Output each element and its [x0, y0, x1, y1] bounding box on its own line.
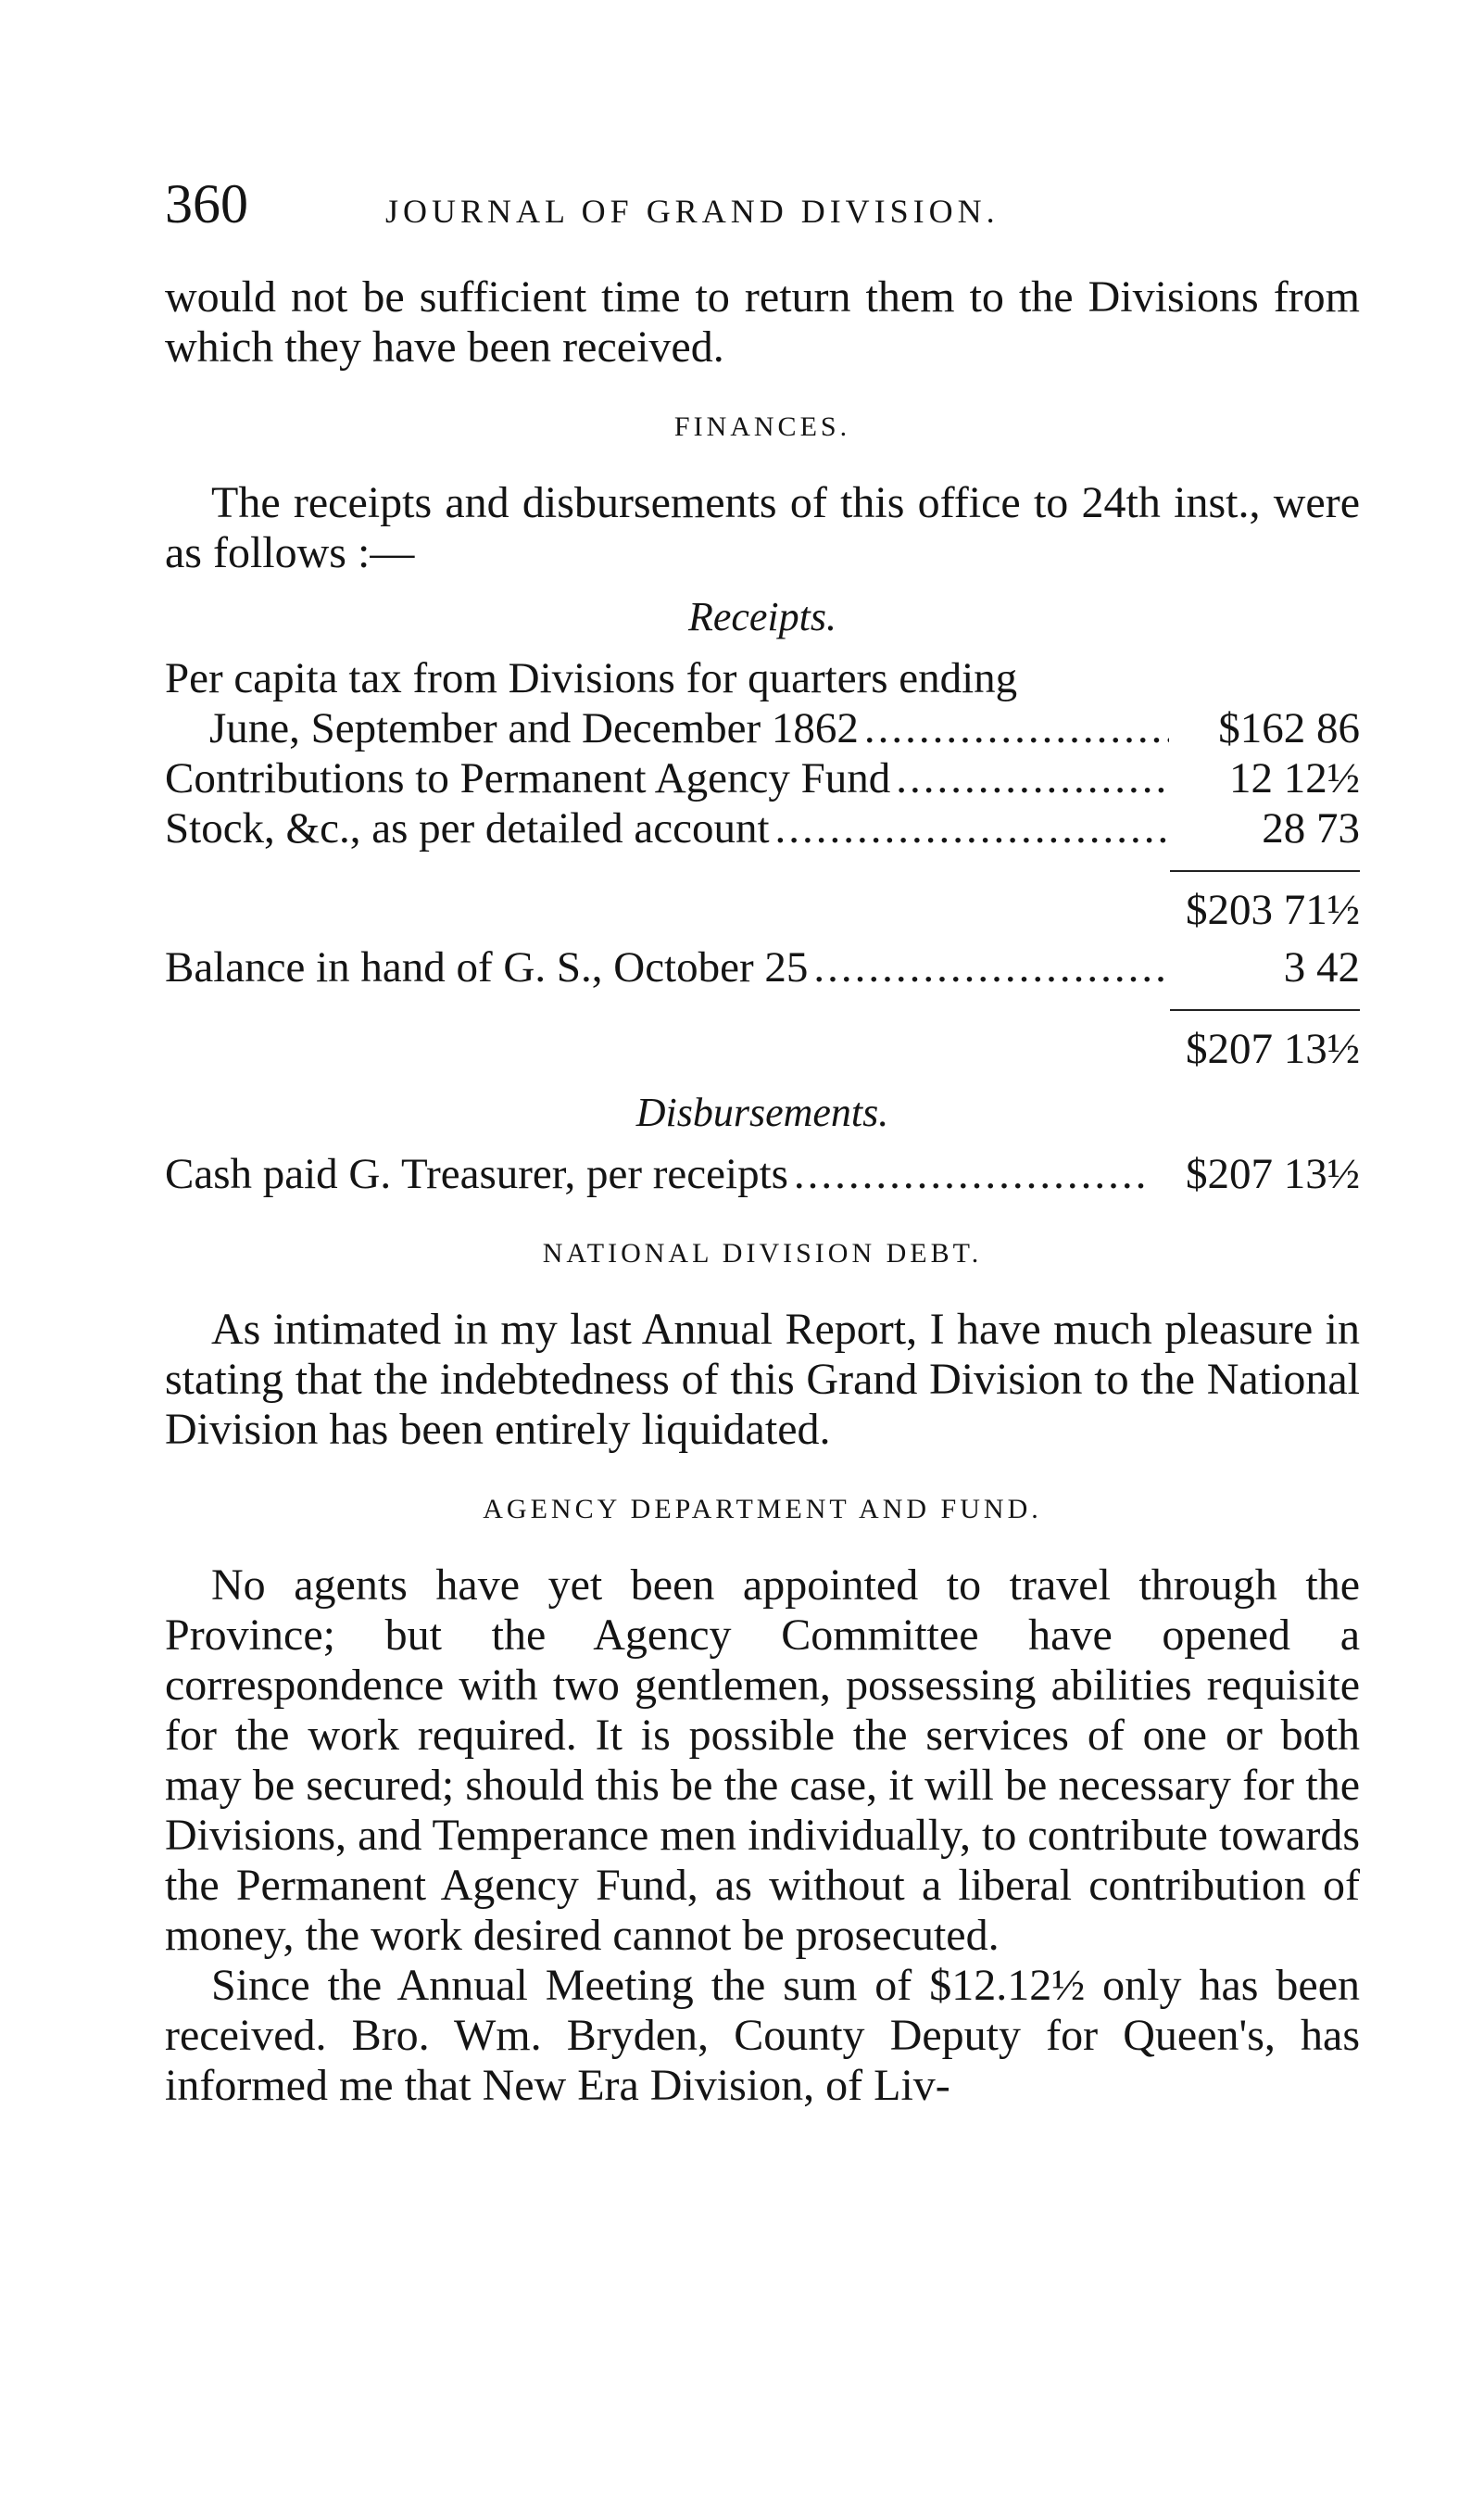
ledger-row	[165, 803, 1360, 853]
running-title: JOURNAL OF GRAND DIVISION.	[385, 193, 1000, 230]
ledger-label: June, September and December 1862	[209, 704, 859, 752]
disbursements-ledger	[165, 1149, 1360, 1199]
ledger-row	[165, 1149, 1360, 1199]
sum-rule	[1170, 1009, 1360, 1011]
page-number: 360	[165, 173, 248, 234]
dot-leader	[794, 1149, 1151, 1199]
ledger-amount: 28 73	[1262, 804, 1360, 853]
ledger-amount: $207 13½	[1186, 1150, 1360, 1198]
ledger-label: Balance in hand of G. S., October 25	[165, 943, 809, 992]
ledger-amount: 3 42	[1283, 943, 1360, 992]
dot-leader	[896, 753, 1169, 803]
grand-total: $207 13½	[1186, 1025, 1360, 1073]
book-page	[165, 172, 1360, 2111]
national-debt-heading: NATIONAL DIVISION DEBT.	[542, 1238, 983, 1269]
ledger-amount: $162 86	[1218, 704, 1360, 752]
running-head	[165, 172, 1360, 239]
receipts-heading: Receipts.	[687, 594, 837, 639]
ledger-label: Stock, &c., as per detailed account	[165, 804, 770, 853]
disbursements-heading: Disbursements.	[635, 1090, 889, 1135]
ledger-row	[165, 653, 1360, 703]
receipts-ledger	[165, 653, 1360, 1074]
dot-leader	[864, 703, 1169, 753]
sum-rule	[1170, 870, 1360, 872]
continued-paragraph: would not be sufficient time to return them to the Divisions from which they have been received.	[165, 272, 1360, 372]
national-debt-paragraph: As intimated in my last Annual Report, I have much pleasure in stating that the indebtedness of this Grand Division to the National Division has been entirely liquidated.	[165, 1305, 1360, 1454]
dot-leader	[813, 942, 1169, 992]
subtotal: $203 71½	[1186, 886, 1360, 934]
dot-leader	[775, 803, 1169, 853]
ledger-label: Cash paid G. Treasurer, per receipts	[165, 1150, 788, 1198]
ledger-label: Contributions to Permanent Agency Fund	[165, 754, 891, 802]
ledger-row	[165, 703, 1360, 753]
finances-intro: The receipts and disbursements of this office to 24th inst., were as follows :—	[165, 478, 1360, 577]
finances-heading: FINANCES.	[673, 411, 851, 442]
ledger-amount: 12 12½	[1229, 754, 1360, 802]
ledger-row	[165, 942, 1360, 992]
ledger-row	[165, 753, 1360, 803]
agency-paragraph-2: Since the Annual Meeting the sum of $12.12½ only has been received. Bro. Wm. Bryden, County Deputy for Queen's, has informed me that New Era Division, of Liv-	[165, 1961, 1360, 2110]
ledger-label: Per capita tax from Divisions for quarters ending	[165, 654, 1018, 702]
agency-heading: AGENCY DEPARTMENT AND FUND.	[483, 1494, 1042, 1524]
agency-paragraph: No agents have yet been appointed to travel through the Province; but the Agency Committee have opened a correspondence with two gentlemen, possessing abilities requisite for the work required. It is possible the services of one or both may be secured; should this be the case, it will be necessary for the Divisions, and Temperance men individually, to contribute towards the Permanent Agency Fund, as without a liberal contribution of money, the work desired cannot be prosecuted.	[165, 1560, 1360, 1960]
